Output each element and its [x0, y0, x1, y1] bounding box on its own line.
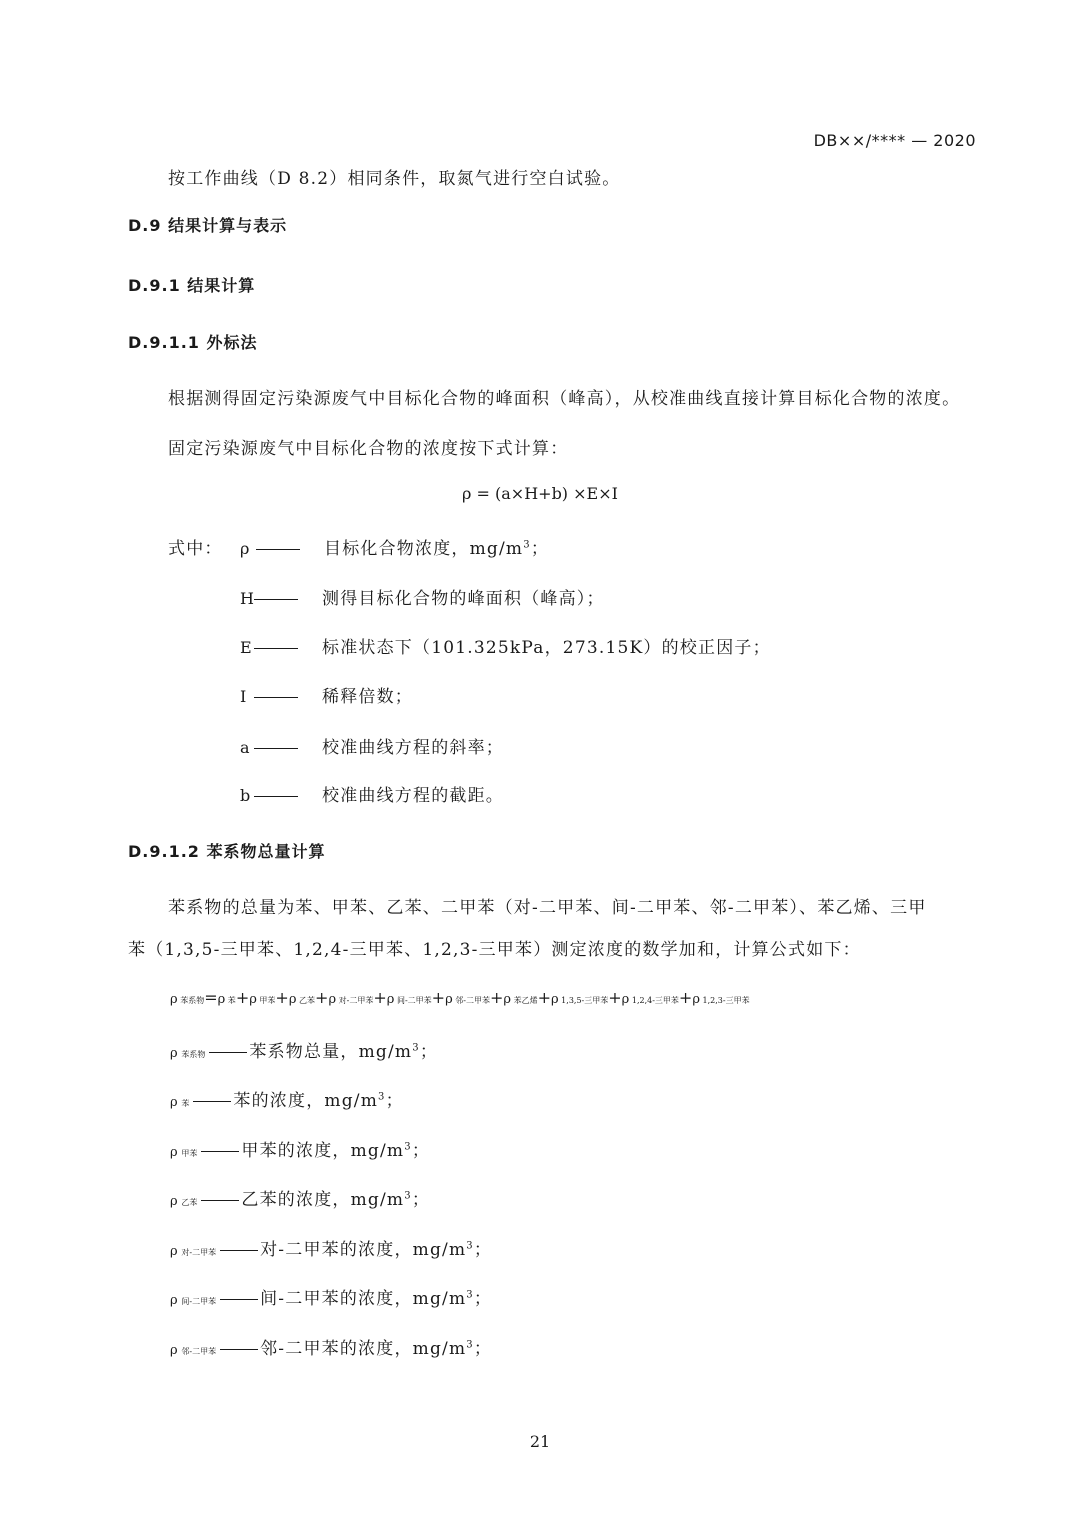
btex-total-formula [170, 988, 750, 1007]
formula-rho: ρ [692, 992, 700, 1007]
definition-rho: ρ [170, 1343, 179, 1358]
document-code: DB××/**** — 2020 [813, 131, 976, 150]
btex-definition-row [170, 1235, 492, 1260]
btex-paragraph-line1: 苯系物的总量为苯、甲苯、乙苯、二甲苯（对-二甲苯、间-二甲苯、邻-二甲苯）、苯乙烯、三甲 [168, 898, 927, 918]
definition-punctuation: ； [419, 1042, 439, 1062]
formula-rho: ρ [621, 992, 630, 1007]
btex-paragraph-line2: 苯（1,3,5-三甲苯、1,2,4-三甲苯、1,2,3-三甲苯）测定浓度的数学加和，计算公式如下： [128, 940, 861, 960]
btex-definition-row [170, 1185, 430, 1210]
formula-subscript: 乙苯 [296, 996, 316, 1005]
formula-subscript: 苯乙烯 [511, 996, 538, 1005]
section-heading-d91: D.9.1 结果计算 [128, 276, 256, 295]
section-heading-d911: D.9.1.1 外标法 [128, 333, 258, 352]
definition-text: 甲苯的浓度，mg/m [241, 1141, 405, 1161]
formula-operator: + [489, 988, 504, 1007]
em-dash-rule [254, 599, 298, 600]
definition-subscript: 邻-二甲苯 [178, 1347, 217, 1356]
em-dash-rule [209, 1052, 247, 1053]
superscript: 3 [404, 1141, 412, 1153]
em-dash-rule [201, 1151, 239, 1152]
definition-text: 目标化合物浓度，mg/m [324, 539, 524, 559]
formula-subscript: 对-二甲苯 [336, 996, 374, 1005]
formula-operator: = [204, 988, 218, 1007]
definition-subscript: 甲苯 [178, 1149, 198, 1158]
definition-text: 间-二甲苯的浓度，mg/m [260, 1289, 467, 1309]
formula-operator: + [678, 988, 693, 1007]
formula-subscript: 甲苯 [256, 996, 276, 1005]
superscript: 3 [466, 1339, 474, 1351]
formula-rho: ρ [249, 992, 257, 1007]
definition-text: 校准曲线方程的截距。 [322, 786, 504, 806]
definition-symbol: I [240, 687, 248, 706]
definition-row [240, 534, 549, 559]
btex-definition-row [170, 1037, 438, 1062]
formula-operator: + [537, 988, 551, 1007]
definition-text: 对-二甲苯的浓度，mg/m [260, 1240, 467, 1260]
em-dash-rule [254, 648, 298, 649]
definition-subscript: 苯 [178, 1099, 190, 1108]
definition-punctuation: ； [385, 1091, 404, 1111]
formula-rho: ρ [170, 992, 178, 1007]
superscript: 3 [523, 539, 531, 551]
definition-text: 测得目标化合物的峰面积（峰高）； [322, 589, 605, 609]
definition-row [240, 682, 413, 707]
definition-punctuation: ； [411, 1141, 431, 1161]
definition-rho: ρ [170, 1293, 179, 1308]
em-dash-rule [254, 748, 298, 749]
em-dash-rule [254, 697, 298, 698]
formula-rho: ρ [503, 992, 512, 1007]
btex-definition-row [170, 1136, 430, 1161]
definition-punctuation: ； [473, 1289, 493, 1309]
definition-punctuation: ； [411, 1190, 431, 1210]
formula-subscript: 1,3,5-三甲苯 [558, 996, 609, 1005]
formula-subscript: 邻-二甲苯 [452, 996, 490, 1005]
formula-rho: ρ [328, 992, 337, 1007]
em-dash-rule [254, 796, 298, 797]
definition-symbol: a [240, 738, 251, 757]
external-standard-paragraph: 根据测得固定污染源废气中目标化合物的峰面积（峰高），从校准曲线直接计算目标化合物的浓度。 [168, 389, 961, 409]
definition-symbol: H [240, 589, 256, 608]
em-dash-rule [220, 1349, 258, 1350]
superscript: 3 [466, 1289, 474, 1301]
concentration-intro-paragraph: 固定污染源废气中目标化合物的浓度按下式计算： [168, 439, 569, 459]
definition-rho: ρ [170, 1194, 179, 1209]
definition-rho: ρ [170, 1145, 179, 1160]
formula-subscript: 间-二甲苯 [394, 996, 432, 1005]
definition-text: 稀释倍数； [322, 687, 413, 707]
formula-rho: ρ [217, 992, 226, 1007]
formula-operator: + [608, 988, 622, 1007]
em-dash-rule [256, 549, 300, 550]
definition-text: 标准状态下（101.325kPa，273.15K）的校正因子； [322, 638, 771, 658]
formula-rho: ρ [386, 992, 395, 1007]
btex-definition-row [170, 1334, 492, 1359]
definition-text: 苯系物总量，mg/m [249, 1042, 413, 1062]
em-dash-rule [220, 1250, 258, 1251]
definition-row [240, 584, 605, 609]
definition-text: 苯的浓度，mg/m [233, 1091, 379, 1111]
definition-punctuation: ； [473, 1339, 493, 1359]
definition-text: 邻-二甲苯的浓度，mg/m [260, 1339, 467, 1359]
superscript: 3 [404, 1190, 412, 1202]
definition-text: 乙苯的浓度，mg/m [241, 1190, 405, 1210]
where-label: 式中： [168, 539, 223, 559]
btex-definition-row [170, 1284, 492, 1309]
formula-subscript: 苯系物 [177, 996, 205, 1005]
definition-symbol: b [240, 786, 252, 805]
definition-symbol: E [240, 638, 253, 657]
definition-row [240, 733, 504, 758]
em-dash-rule [201, 1200, 239, 1201]
definition-symbol: ρ [240, 539, 251, 558]
formula-subscript: 1,2,4-三甲苯 [629, 996, 679, 1005]
formula-operator: + [373, 988, 387, 1007]
formula-subscript: 苯 [225, 996, 236, 1005]
formula-rho: ρ [288, 992, 297, 1007]
btex-definition-row [170, 1086, 404, 1111]
blank-test-paragraph: 按工作曲线（D 8.2）相同条件，取氮气进行空白试验。 [168, 169, 621, 189]
definition-row [240, 781, 504, 806]
definition-subscript: 对-二甲苯 [178, 1248, 217, 1257]
section-heading-d912: D.9.1.2 苯系物总量计算 [128, 842, 326, 861]
formula-subscript: 1,2,3-三甲苯 [699, 996, 750, 1005]
section-heading-d9: D.9 结果计算与表示 [128, 216, 288, 235]
formula-operator: + [315, 988, 329, 1007]
formula-rho: ρ [550, 992, 559, 1007]
superscript: 3 [412, 1042, 420, 1054]
definition-subscript: 乙苯 [178, 1198, 198, 1207]
definition-punctuation: ； [473, 1240, 493, 1260]
formula-operator: + [235, 988, 250, 1007]
formula-rho: ρ [445, 992, 453, 1007]
definition-rho: ρ [170, 1046, 179, 1061]
superscript: 3 [466, 1240, 474, 1252]
concentration-formula: ρ = (a×H+b) ×E×I [462, 484, 618, 503]
definition-punctuation: ； [530, 539, 550, 559]
em-dash-rule [220, 1299, 258, 1300]
page-number: 21 [529, 1432, 551, 1451]
formula-operator: + [431, 988, 446, 1007]
definition-subscript: 苯系物 [178, 1050, 206, 1059]
definition-rho: ρ [170, 1244, 179, 1259]
superscript: 3 [378, 1091, 386, 1103]
definition-text: 校准曲线方程的斜率； [322, 738, 504, 758]
definition-rho: ρ [170, 1095, 179, 1110]
em-dash-rule [193, 1101, 231, 1102]
definition-row [240, 633, 771, 658]
definition-subscript: 间-二甲苯 [178, 1297, 217, 1306]
formula-operator: + [275, 988, 289, 1007]
